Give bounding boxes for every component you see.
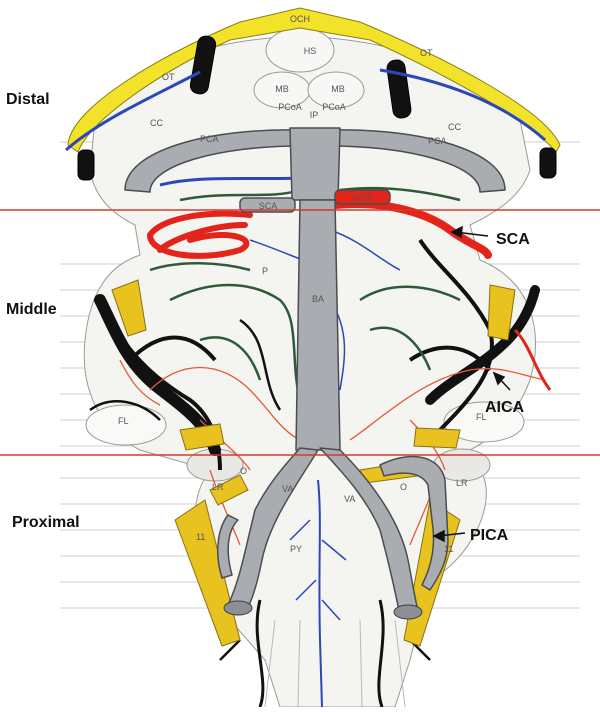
artery-label-pica: PICA [470, 527, 509, 544]
label-pca-left: PCA [200, 134, 219, 144]
label-va-left: VA [282, 484, 294, 494]
label-sca-left-small: SCA [258, 201, 278, 211]
artery-label-aica: AICA [485, 399, 525, 416]
label-hs: HS [303, 46, 317, 56]
label-lr-left: LR [212, 482, 224, 492]
label-ba: BA [311, 294, 325, 304]
label-och: OCH [290, 14, 310, 24]
va-cut-right [394, 605, 422, 619]
label-ot-left: OT [162, 72, 175, 82]
label-p: P [262, 266, 269, 276]
label-fl-left: FL [118, 416, 129, 426]
label-pca-right: PCA [428, 136, 447, 146]
label-pcoa-right: PCoA [322, 102, 346, 112]
label-lr-right: LR [456, 478, 468, 488]
label-n11-left: 11 [196, 532, 206, 542]
region-label-distal: Distal [6, 91, 50, 108]
label-pcoa-left: PCoA [278, 102, 302, 112]
label-ot-right: OT [420, 48, 433, 58]
label-o-left: O [240, 466, 248, 476]
artery-label-sca: SCA [496, 231, 530, 248]
label-mb-right: MB [331, 84, 345, 94]
label-py: PY [290, 544, 303, 554]
label-cc-left: CC [150, 118, 163, 128]
label-fl-right: FL [476, 412, 487, 422]
label-va-right: VA [344, 494, 356, 504]
label-o-right: O [400, 482, 408, 492]
region-label-middle: Middle [6, 301, 57, 318]
label-sca-right-small: SCA [352, 193, 372, 203]
label-mb-left: MB [275, 84, 289, 94]
label-n11-right: 11 [444, 544, 454, 554]
va-cut-left [224, 601, 252, 615]
label-ip: IP [309, 110, 319, 120]
region-label-proximal: Proximal [12, 514, 80, 531]
label-cc-right: CC [448, 122, 461, 132]
